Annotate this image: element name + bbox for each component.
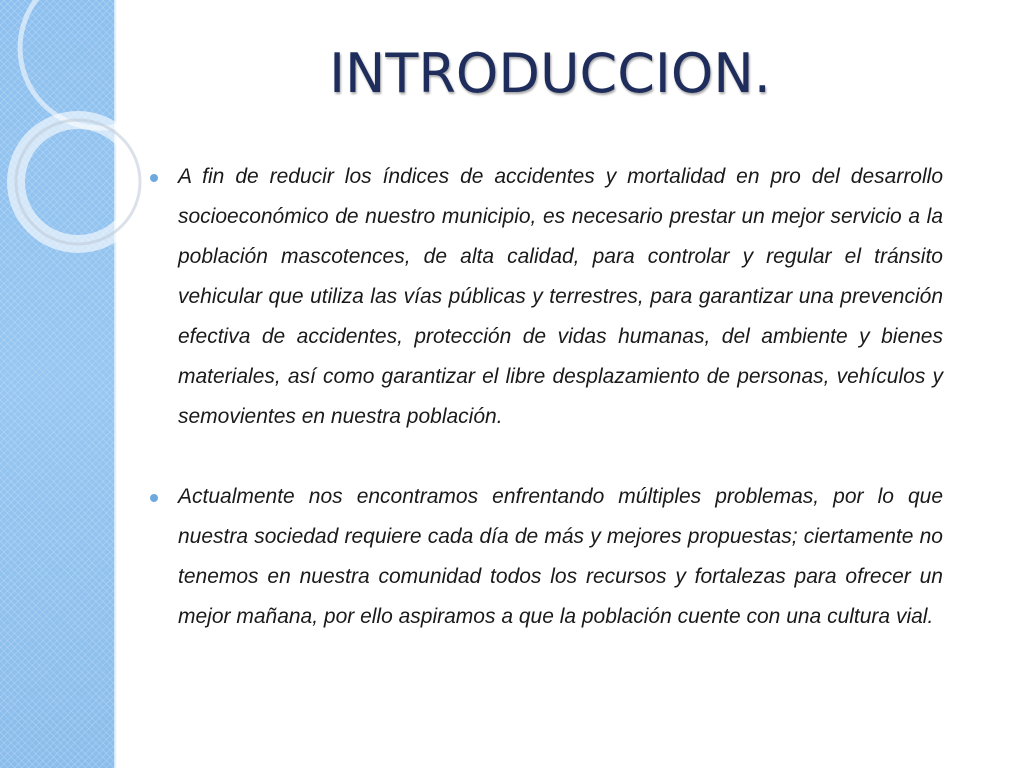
paragraph-2-text: Actualmente nos encontramos enfrentando múltiples problemas, por lo que nuestra sociedad requiere cada día de más y mejores propuestas; ciertamente no tenemos en nuestra comunidad todos los recursos y fortalezas para ofrecer un mejor mañana, por ello aspiramos a que la población cuente con una cultura vial. [178, 485, 943, 628]
slide-title: INTRODUCCION. [329, 42, 771, 105]
decorative-rings-icon [0, 0, 160, 320]
paragraph-2 [150, 477, 943, 637]
paragraph-1-text: A fin de reducir los índices de accidentes y mortalidad en pro del desarrollo socioeconómico de nuestro municipio, es necesario prestar un mejor servicio a la población mascotences, de alta calidad, para controlar y regular el tránsito vehicular que utiliza las vías públicas y terrestres, para garantizar una prevención efectiva de accidentes, protección de vidas humanas, del ambiente y bienes materiales, así como garantizar el libre desplazamiento de personas, vehículos y semovientes en nuestra población. [178, 165, 943, 428]
slide-content [150, 157, 943, 637]
bullet-dot-icon [150, 174, 158, 182]
bullet-dot-icon [150, 494, 158, 502]
paragraph-1 [150, 157, 943, 437]
